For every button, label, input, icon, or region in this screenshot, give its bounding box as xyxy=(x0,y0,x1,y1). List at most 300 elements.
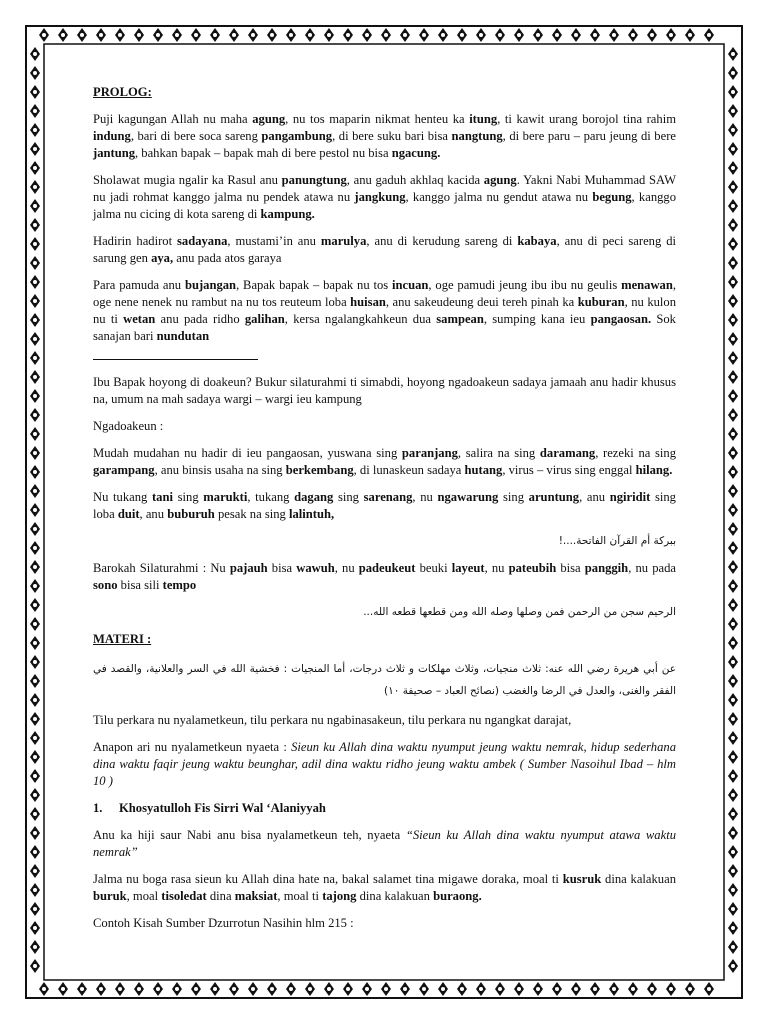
text-run: , nu xyxy=(334,561,359,575)
border-ornament xyxy=(191,982,201,996)
bold-word: duit xyxy=(117,507,140,521)
border-ornament xyxy=(115,28,125,42)
border-ornament xyxy=(457,28,467,42)
border-ornament xyxy=(30,541,40,555)
border-ornament xyxy=(248,28,258,42)
doa-paragraph-4 xyxy=(93,489,676,523)
arabic-fatiha-line: ببركة أم القرآن الفاتحة....! xyxy=(558,535,676,547)
bold-word: nundutan xyxy=(156,329,210,343)
bold-word: jantung xyxy=(93,146,135,160)
border-ornament xyxy=(728,541,738,555)
border-ornament xyxy=(30,712,40,726)
border-ornament xyxy=(210,982,220,996)
border-ornament xyxy=(728,446,738,460)
prolog-paragraph-4 xyxy=(93,277,676,345)
border-ornament xyxy=(343,982,353,996)
border-ornament xyxy=(728,218,738,232)
bold-word: galihan xyxy=(244,312,285,326)
border-ornament xyxy=(30,864,40,878)
border-ornament xyxy=(728,66,738,80)
border-ornament xyxy=(30,883,40,897)
border-ornament xyxy=(419,982,429,996)
text-run: , bahkan bapak – bapak mah di bere pestol nu bisa xyxy=(135,146,392,160)
border-ornament xyxy=(153,982,163,996)
border-ornament xyxy=(30,902,40,916)
text-run: . Yakni Nabi Muhammad SAW nu jadi rohmat kanggo jalma nu pendek atawa nu xyxy=(93,173,676,204)
border-ornament xyxy=(728,560,738,574)
border-ornament xyxy=(229,28,239,42)
bold-word: kabaya xyxy=(517,234,557,248)
border-ornament xyxy=(77,28,87,42)
border-ornament xyxy=(30,674,40,688)
border-ornament xyxy=(728,47,738,61)
text-run: , anu binsis usaha na sing xyxy=(154,463,286,477)
materi-paragraph-2 xyxy=(93,739,676,790)
border-ornament xyxy=(30,66,40,80)
border-ornament xyxy=(728,921,738,935)
border-ornament xyxy=(343,28,353,42)
border-ornament xyxy=(30,731,40,745)
border-ornament xyxy=(30,47,40,61)
border-ornament xyxy=(476,982,486,996)
bold-word: wawuh xyxy=(296,561,335,575)
bold-word: pateubih xyxy=(508,561,557,575)
border-ornament xyxy=(305,28,315,42)
bold-word: hutang xyxy=(464,463,503,477)
bold-word: wetan xyxy=(123,312,156,326)
bold-word: kusruk xyxy=(562,872,602,886)
prolog-paragraph-2 xyxy=(93,172,676,223)
border-ornament xyxy=(39,28,49,42)
text-run: , nu pada xyxy=(628,561,676,575)
border-ornament xyxy=(590,982,600,996)
arabic-hadith: عن أبي هريرة رضي الله عنه: ثلاث منجيات، وثلاث مهلكات و ثلاث درجات، أما المنجيات : فخشية الله في السر والعلانية، والقصد في الفقر والغنى، والعدل في الرضا والغضب (نصائح العباد – صحيفة ١٠) xyxy=(93,663,676,697)
border-ornament xyxy=(666,28,676,42)
border-ornament xyxy=(267,28,277,42)
border-ornament xyxy=(30,218,40,232)
border-ornament xyxy=(248,982,258,996)
border-ornament xyxy=(728,864,738,878)
border-ornament xyxy=(30,332,40,346)
text-run: , kanggo jalma nu gendut atawa nu xyxy=(405,190,593,204)
border-ornament xyxy=(728,845,738,859)
border-ornament xyxy=(728,294,738,308)
text-run: , mustami’in anu xyxy=(227,234,321,248)
border-ornament xyxy=(134,982,144,996)
border-ornament xyxy=(30,256,40,270)
border-ornament xyxy=(30,123,40,137)
border-ornament xyxy=(324,982,334,996)
border-ornament xyxy=(571,28,581,42)
text-run: bisa xyxy=(556,561,585,575)
border-ornament xyxy=(30,142,40,156)
border-ornament xyxy=(305,982,315,996)
bold-word: aya, xyxy=(151,251,174,265)
border-ornament xyxy=(324,28,334,42)
bold-word: sadayana xyxy=(177,234,228,248)
text-run: , nu kulon nu ti xyxy=(93,295,677,326)
border-ornament xyxy=(172,982,182,996)
border-ornament xyxy=(728,750,738,764)
text-run: Mudah mudahan nu hadir di ieu pangaosan, yuswana sing xyxy=(93,446,402,460)
text-run: , tukang xyxy=(247,490,295,504)
border-ornament xyxy=(30,237,40,251)
bold-word: panungtung xyxy=(281,173,347,187)
text-run: , anu xyxy=(579,490,610,504)
border-ornament xyxy=(30,959,40,973)
border-ornament xyxy=(728,313,738,327)
border-ornament xyxy=(30,598,40,612)
document-body xyxy=(93,84,676,942)
border-ornament xyxy=(728,180,738,194)
bold-word: hilang. xyxy=(635,463,673,477)
border-ornament xyxy=(229,982,239,996)
bold-word: dagang xyxy=(294,490,334,504)
border-ornament xyxy=(728,636,738,650)
text-run: , anu gaduh akhlaq kacida xyxy=(346,173,484,187)
bold-word: pangaosan. xyxy=(590,312,652,326)
bold-word: begung xyxy=(592,190,632,204)
border-ornament xyxy=(30,313,40,327)
border-ornament xyxy=(728,503,738,517)
text-run: , kersa ngalangkahkeun dua xyxy=(284,312,437,326)
border-ornament xyxy=(58,28,68,42)
border-ornament xyxy=(728,123,738,137)
border-ornament xyxy=(728,332,738,346)
bold-word: sampean xyxy=(436,312,484,326)
text-run: , virus – virus sing enggal xyxy=(502,463,636,477)
border-ornament xyxy=(30,370,40,384)
text-run: Tilu perkara nu nyalametkeun, tilu perkara nu ngabinasakeun, tilu perkara nu ngangkat darajat, xyxy=(93,713,572,727)
border-ornament xyxy=(728,389,738,403)
text-run: , anu di kerudung sareng di xyxy=(366,234,518,248)
bold-word: tani xyxy=(151,490,173,504)
border-ornament xyxy=(30,180,40,194)
border-ornament xyxy=(30,636,40,650)
text-run: , nu xyxy=(484,561,509,575)
border-ornament xyxy=(438,982,448,996)
text-run: , di bere paru – paru jeung di bere xyxy=(502,129,676,143)
border-ornament xyxy=(647,982,657,996)
border-ornament xyxy=(30,351,40,365)
border-ornament xyxy=(30,161,40,175)
border-ornament xyxy=(647,28,657,42)
bold-word: bujangan xyxy=(184,278,237,292)
bold-word: ngiridit xyxy=(609,490,651,504)
bold-word: daramang xyxy=(539,446,596,460)
border-ornament xyxy=(30,484,40,498)
border-ornament xyxy=(30,617,40,631)
border-ornament xyxy=(30,693,40,707)
border-ornament xyxy=(495,982,505,996)
border-ornament xyxy=(96,982,106,996)
border-ornament xyxy=(30,921,40,935)
text-run: Barokah Silaturahmi : Nu xyxy=(93,561,230,575)
bold-word: ngacung. xyxy=(391,146,441,160)
border-ornament xyxy=(728,427,738,441)
border-ornament xyxy=(30,826,40,840)
text-run: Nu tukang xyxy=(93,490,152,504)
bold-word: aruntung xyxy=(528,490,580,504)
arabic-rahim-line: الرحيم سجن من الرحمن فمن وصلها وصله الله ومن قطعها قطعه الله... xyxy=(363,606,676,618)
bold-word: huisan xyxy=(350,295,386,309)
item-label: Khosyatulloh Fis Sirri Wal ‘Alaniyyah xyxy=(119,801,326,815)
border-ornament xyxy=(134,28,144,42)
text-run: bisa xyxy=(267,561,297,575)
bold-word: menawan xyxy=(621,278,673,292)
border-ornament xyxy=(728,940,738,954)
text-run: dina xyxy=(206,889,235,903)
bold-word: sono xyxy=(93,578,118,592)
bold-word: berkembang xyxy=(285,463,354,477)
border-ornament xyxy=(286,982,296,996)
text-run: beuki xyxy=(415,561,452,575)
bold-word: nangtung xyxy=(451,129,503,143)
text-run: anu pada atos garaya xyxy=(173,251,282,265)
border-ornament xyxy=(438,28,448,42)
bold-word: tempo xyxy=(162,578,197,592)
bold-word: maksiat xyxy=(234,889,278,903)
bold-word: kampung. xyxy=(260,207,315,221)
text-run: , anu xyxy=(139,507,168,521)
border-ornament xyxy=(571,982,581,996)
text-run: sing loba xyxy=(93,490,676,521)
border-ornament xyxy=(30,845,40,859)
border-ornament xyxy=(728,351,738,365)
doa-paragraph-5 xyxy=(93,560,676,594)
border-ornament xyxy=(514,28,524,42)
bold-word: buruk xyxy=(93,889,127,903)
italic-text: “Sieun ku Allah dina waktu nyumput atawa waktu nemrak” xyxy=(93,828,676,859)
border-ornament xyxy=(30,199,40,213)
text-run: Jalma nu boga rasa sieun ku Allah dina hate na, bakal salamet tina migawe doraka, moal ti xyxy=(93,872,563,886)
border-ornament xyxy=(609,982,619,996)
text-run: Puji kagungan Allah nu maha xyxy=(93,112,253,126)
border-ornament xyxy=(30,389,40,403)
text-run: , di bere suku bari bisa xyxy=(332,129,452,143)
text-run: sing xyxy=(172,490,204,504)
bold-word: tajong xyxy=(322,889,357,903)
border-ornament xyxy=(728,142,738,156)
numbered-item-1 xyxy=(93,800,676,817)
border-ornament xyxy=(30,503,40,517)
border-ornament xyxy=(728,199,738,213)
materi-paragraph-3 xyxy=(93,827,676,861)
bold-word: pangambung xyxy=(261,129,333,143)
text-run: dina kalakuan xyxy=(356,889,434,903)
border-ornament xyxy=(728,408,738,422)
border-ornament xyxy=(628,982,638,996)
text-run: Anu ka hiji saur Nabi anu bisa nyalametkeun teh, nyaeta xyxy=(93,828,406,842)
text-run: , anu di peci sareng di sarung gen xyxy=(93,234,676,265)
border-ornament xyxy=(728,807,738,821)
bold-word: padeukeut xyxy=(358,561,416,575)
border-ornament xyxy=(728,161,738,175)
border-ornament xyxy=(685,28,695,42)
text-run: Hadirin hadirot xyxy=(93,234,178,248)
border-ornament xyxy=(704,28,714,42)
border-ornament xyxy=(30,104,40,118)
text-run: Sholawat mugia ngalir ka Rasul anu xyxy=(93,173,282,187)
border-ornament xyxy=(400,982,410,996)
border-ornament xyxy=(666,982,676,996)
border-ornament xyxy=(30,560,40,574)
border-ornament xyxy=(728,598,738,612)
doa-paragraph-3 xyxy=(93,445,676,479)
border-ornament xyxy=(96,28,106,42)
border-ornament xyxy=(191,28,201,42)
italic-text: Sieun ku Allah dina waktu nyumput jeung waktu nemrak, hidup sederhana dina waktu faqir jeung waktu beunghar, adil dina waktu ridho jeung waktu ambek ( Sumber Nasoihul Ibad – hlm 10 ) xyxy=(93,740,676,788)
text-run: , kanggo jalma nu cicing di kota sareng di xyxy=(93,190,677,221)
border-ornament xyxy=(30,769,40,783)
text-run: sing xyxy=(498,490,529,504)
border-ornament xyxy=(704,982,714,996)
text-run: Anapon ari nu nyalametkeun nyaeta : xyxy=(93,740,292,754)
border-ornament xyxy=(30,522,40,536)
text-run: , nu tos maparin nikmat henteu ka xyxy=(285,112,470,126)
border-ornament xyxy=(30,427,40,441)
border-ornament xyxy=(419,28,429,42)
border-ornament xyxy=(728,370,738,384)
border-ornament xyxy=(381,982,391,996)
text-run: , salira na sing xyxy=(457,446,540,460)
materi-paragraph-1 xyxy=(93,712,676,729)
border-ornament xyxy=(30,788,40,802)
section-divider xyxy=(93,359,258,360)
border-ornament xyxy=(628,28,638,42)
border-ornament xyxy=(30,294,40,308)
materi-paragraph-5 xyxy=(93,915,676,932)
border-ornament xyxy=(30,446,40,460)
border-ornament xyxy=(609,28,619,42)
border-ornament xyxy=(685,982,695,996)
text-run: Para pamuda anu xyxy=(93,278,185,292)
text-run: Ngadoakeun : xyxy=(93,419,164,433)
text-run: , moal ti xyxy=(277,889,323,903)
bold-word: marukti xyxy=(203,490,248,504)
border-ornament xyxy=(267,982,277,996)
border-ornament xyxy=(476,28,486,42)
bold-word: pajauh xyxy=(229,561,268,575)
bold-word: jangkung xyxy=(354,190,406,204)
border-ornament xyxy=(362,28,372,42)
border-ornament xyxy=(381,28,391,42)
border-ornament xyxy=(30,85,40,99)
border-ornament xyxy=(728,85,738,99)
prolog-paragraph-1 xyxy=(93,111,676,162)
border-ornament xyxy=(362,982,372,996)
border-ornament xyxy=(728,579,738,593)
border-ornament xyxy=(172,28,182,42)
border-ornament xyxy=(590,28,600,42)
bold-word: sarenang xyxy=(363,490,413,504)
border-ornament xyxy=(30,275,40,289)
text-run: bisa sili xyxy=(117,578,163,592)
border-ornament xyxy=(30,807,40,821)
materi-paragraph-4 xyxy=(93,871,676,905)
text-run: anu pada ridho xyxy=(155,312,245,326)
doa-paragraph-1 xyxy=(93,374,676,408)
text-run: , di lunaskeun sadaya xyxy=(353,463,465,477)
border-ornament xyxy=(728,522,738,536)
bold-word: incuan xyxy=(392,278,429,292)
text-run: , anu sakeudeung deui tereh pinah ka xyxy=(385,295,578,309)
border-ornament xyxy=(30,408,40,422)
item-number: 1. xyxy=(93,801,103,815)
border-ornament xyxy=(457,982,467,996)
bold-word: indung xyxy=(93,129,131,143)
border-ornament xyxy=(533,28,543,42)
border-ornament xyxy=(77,982,87,996)
border-ornament xyxy=(728,655,738,669)
text-run: dina kalakuan xyxy=(601,872,676,886)
border-ornament xyxy=(533,982,543,996)
text-run: , rezeki na sing xyxy=(595,446,676,460)
text-run: , sumping kana ieu xyxy=(483,312,591,326)
border-ornament xyxy=(153,28,163,42)
border-ornament xyxy=(728,712,738,726)
text-run: , Bapak bapak – bapak nu tos xyxy=(236,278,392,292)
text-run: , nu xyxy=(412,490,438,504)
border-ornament xyxy=(115,982,125,996)
border-ornament xyxy=(728,465,738,479)
bold-word: panggih xyxy=(584,561,629,575)
bold-word: ngawarung xyxy=(437,490,499,504)
prolog-heading: PROLOG: xyxy=(93,85,152,99)
border-ornament xyxy=(728,826,738,840)
border-ornament xyxy=(30,465,40,479)
border-ornament xyxy=(495,28,505,42)
border-ornament xyxy=(552,28,562,42)
border-ornament xyxy=(728,674,738,688)
text-run: Sok sanajan bari xyxy=(93,312,676,343)
border-ornament xyxy=(286,28,296,42)
bold-word: layeut xyxy=(451,561,485,575)
border-ornament xyxy=(30,579,40,593)
border-ornament xyxy=(728,256,738,270)
border-ornament xyxy=(30,750,40,764)
bold-word: kuburan xyxy=(577,295,625,309)
border-ornament xyxy=(30,655,40,669)
border-ornament xyxy=(728,484,738,498)
bold-word: lalintuh, xyxy=(288,507,335,521)
bold-word: agung xyxy=(252,112,286,126)
bold-word: marulya xyxy=(320,234,367,248)
border-ornament xyxy=(728,769,738,783)
materi-heading: MATERI : xyxy=(93,632,152,646)
border-ornament xyxy=(30,940,40,954)
text-run: , ti kawit urang borojol tina rahim xyxy=(497,112,676,126)
border-ornament xyxy=(552,982,562,996)
bold-word: itung xyxy=(469,112,498,126)
border-ornament xyxy=(58,982,68,996)
border-ornament xyxy=(514,982,524,996)
bold-word: agung xyxy=(483,173,517,187)
bold-word: paranjang xyxy=(401,446,458,460)
text-run: , oge pamudi jeung ibu ibu nu geulis xyxy=(428,278,622,292)
bold-word: buraong. xyxy=(433,889,482,903)
bold-word: tisoledat xyxy=(161,889,207,903)
text-run: , moal xyxy=(126,889,162,903)
text-run: Contoh Kisah Sumber Dzurrotun Nasihin hlm 215 : xyxy=(93,916,354,930)
border-ornament xyxy=(728,959,738,973)
doa-paragraph-2 xyxy=(93,418,676,435)
text-run: Ibu Bapak hoyong di doakeun? Bukur silaturahmi ti simabdi, hoyong ngadoakeun sadaya jamaah anu hadir khusus na, umum na mah sadaya wargi – wargi ieu kampung xyxy=(93,375,676,406)
text-run: , oge nene nenek nu rambut na nu tos reuteum loba xyxy=(93,278,677,309)
border-ornament xyxy=(210,28,220,42)
border-ornament xyxy=(728,617,738,631)
text-run: pesak na sing xyxy=(214,507,289,521)
